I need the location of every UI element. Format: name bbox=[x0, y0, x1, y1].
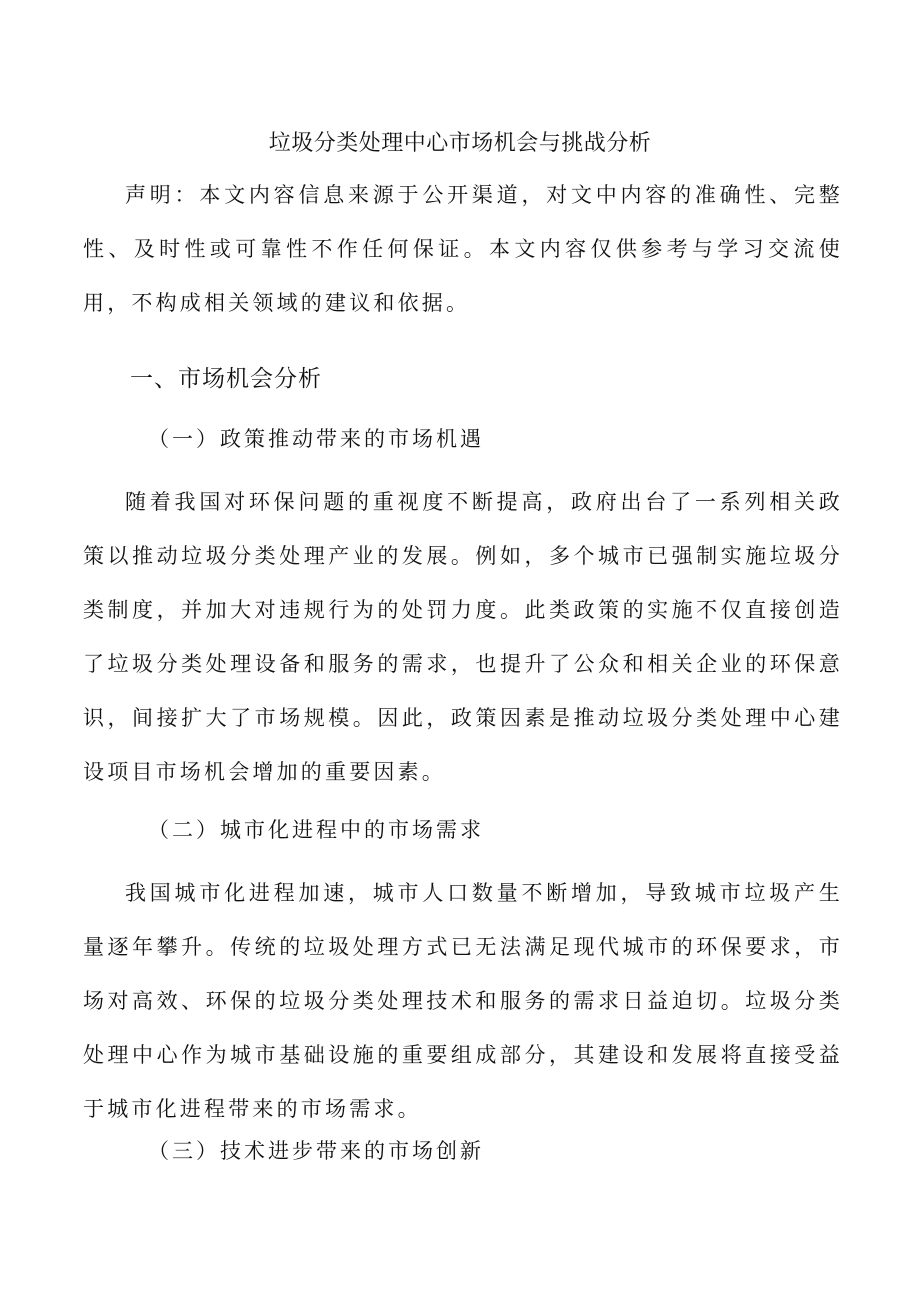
subsection-heading-policy: （一）政策推动带来的市场机遇 bbox=[148, 427, 484, 451]
document-title: 垃圾分类处理中心市场机会与挑战分析 bbox=[268, 131, 652, 156]
subsection-heading-urbanization: （二）城市化进程中的市场需求 bbox=[148, 818, 484, 842]
subsection-heading-technology: （三）技术进步带来的市场创新 bbox=[148, 1139, 484, 1163]
disclaimer-paragraph: 声明：本文内容信息来源于公开渠道，对文中内容的准确性、完整性、及时性或可靠性不作任何保证。本文内容仅供参考与学习交流使用，不构成相关领域的建议和依据。 bbox=[83, 183, 843, 315]
policy-paragraph: 随着我国对环保问题的重视度不断提高，政府出台了一系列相关政策以推动垃圾分类处理产业的发展。例如，多个城市已强制实施垃圾分类制度，并加大对违规行为的处罚力度。此类政策的实施不仅直接创造了垃圾分类处理设备和服务的需求，也提升了公众和相关企业的环保意识，间接扩大了市场规模。因此，政策因素是推动垃圾分类处理中心建设项目市场机会增加的重要因素。 bbox=[83, 490, 843, 784]
urbanization-paragraph: 我国城市化进程加速，城市人口数量不断增加，导致城市垃圾产生量逐年攀升。传统的垃圾处理方式已无法满足现代城市的环保要求，市场对高效、环保的垃圾分类处理技术和服务的需求日益迫切。垃圾分类处理中心作为城市基础设施的重要组成部分，其建设和发展将直接受益于城市化进程带来的市场需求。 bbox=[83, 881, 843, 1121]
section-heading-market-opportunity: 一、市场机会分析 bbox=[130, 366, 322, 392]
